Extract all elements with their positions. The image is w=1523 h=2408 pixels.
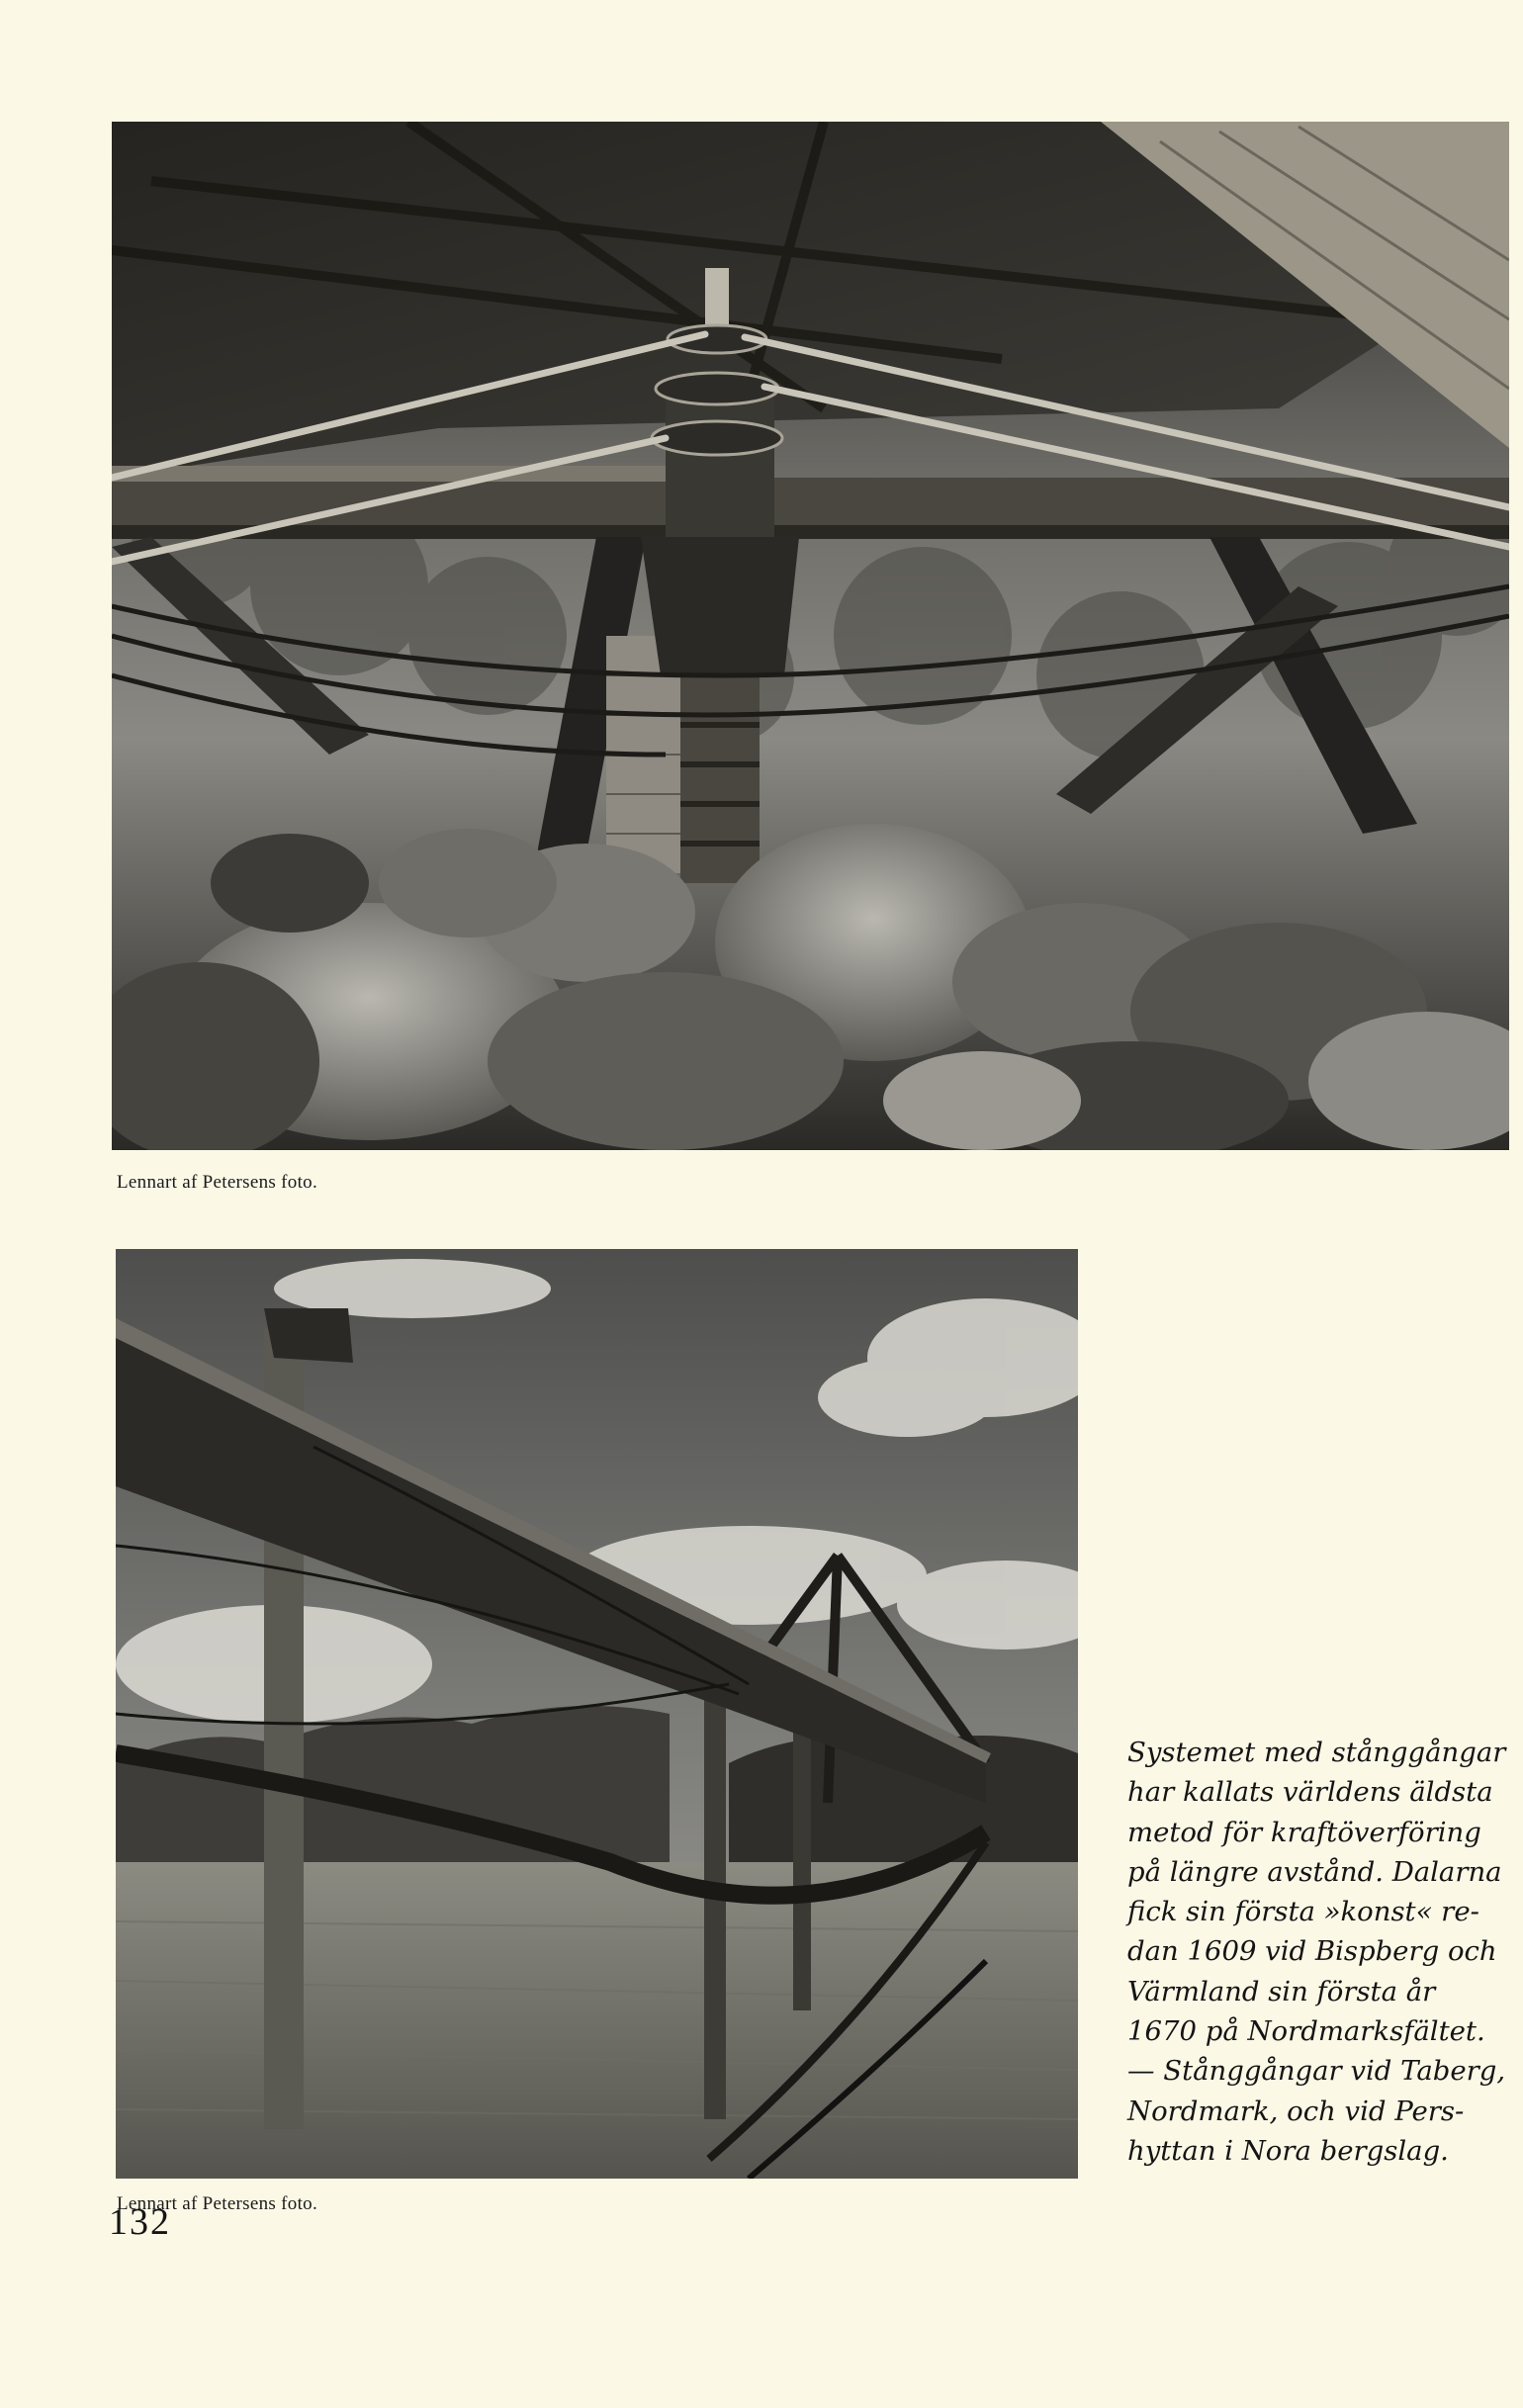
photo-rod-line-field — [116, 1249, 1078, 2179]
caption-line: har kallats världens äldsta — [1127, 1776, 1493, 1809]
caption-line: dan 1609 vid Bispberg och — [1127, 1935, 1497, 1968]
caption-text — [1127, 1733, 1523, 2171]
caption-line: — Stånggångar vid Taberg, — [1127, 2055, 1506, 2088]
photo-wooden-mechanism — [112, 122, 1509, 1150]
page-number: 132 — [109, 2201, 171, 2243]
caption-line: hyttan i Nora bergslag. — [1127, 2134, 1449, 2167]
photo-credit-bottom: Lennart af Petersens foto. — [117, 2193, 318, 2214]
caption-line: metod för kraftöverföring — [1127, 1816, 1481, 1848]
caption-line: Nordmark, och vid Pers- — [1127, 2095, 1465, 2127]
caption-line: fick sin första »konst« re- — [1127, 1896, 1479, 1928]
caption-line: 1670 på Nordmarksfältet. — [1127, 2015, 1485, 2048]
photo-top-illustration — [112, 122, 1509, 1150]
photo-credit-top: Lennart af Petersens foto. — [117, 1172, 318, 1193]
caption-line: Värmland sin första år — [1127, 1975, 1436, 2007]
caption-line: Systemet med stånggångar — [1127, 1737, 1506, 1768]
photo-bottom-illustration — [116, 1249, 1078, 2179]
caption-line: på längre avstånd. Dalarna — [1127, 1855, 1502, 1888]
